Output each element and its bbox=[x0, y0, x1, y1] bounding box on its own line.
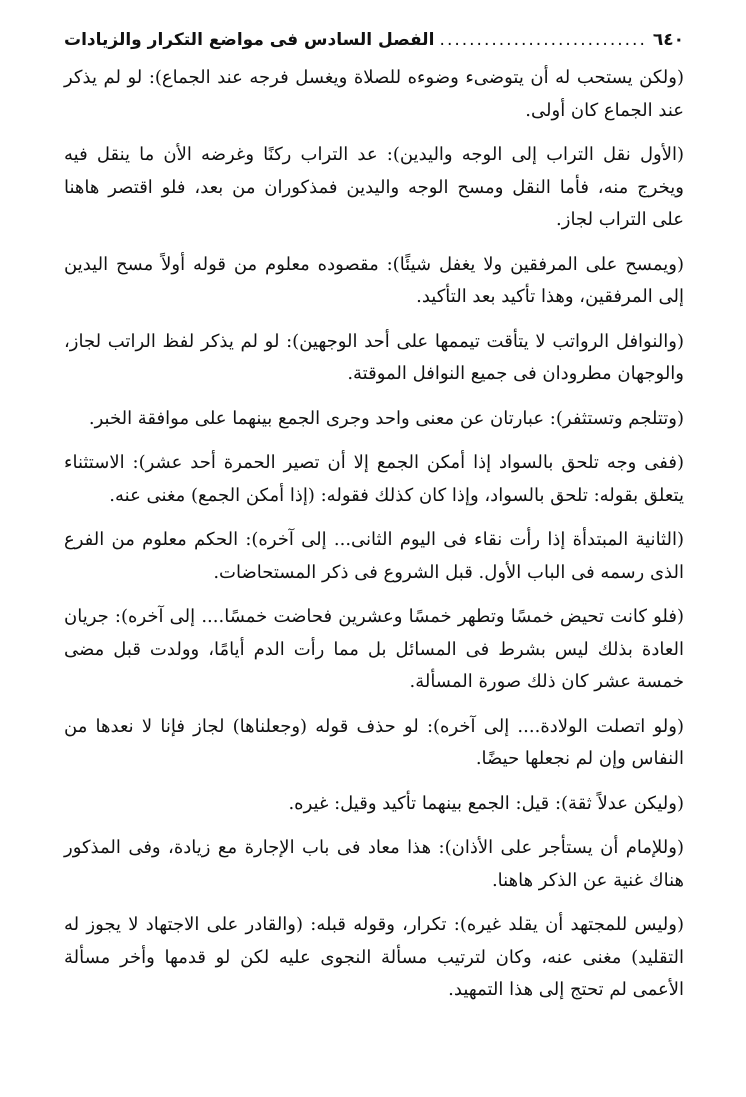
paragraph: (الثانية المبتدأة إذا رأت نقاء فى اليوم الثانى... إلى آخره): الحكم معلوم من الفرع الذى رسمه فى الباب الأول. قبل الشروع فى ذكر المستحاضات. bbox=[64, 529, 684, 583]
paragraph: (الأول نقل التراب إلى الوجه واليدين): عد التراب ركنًا وغرضه الأن ما ينقل فيه ويخرج منه، فأما النقل ومسح الوجه واليدين فمذكوران من بعد، فلو اقتصر هاهنا على التراب لجاز. bbox=[64, 144, 684, 230]
page-number: ٦٤٠ bbox=[652, 30, 684, 50]
paragraph: (ولكن يستحب له أن يتوضىء وضوءه للصلاة ويغسل فرجه عند الجماع): لو لم يذكر عند الجماع كان أولى. bbox=[64, 67, 684, 121]
paragraph: (ويمسح على المرفقين ولا يغفل شيئًا): مقصوده معلوم من قوله أولاً مسح اليدين إلى المرفقين، وهذا تأكيد بعد التأكيد. bbox=[64, 253, 684, 307]
paragraph: (فلو كانت تحيض خمسًا وتطهر خمسًا وعشرين فحاضت خمسًا.... إلى آخره): جريان العادة بذلك ليس بشرط فى المسائل بل مما رأت الدم أيامًا، وولدت قبل مضى خمسة عشر كان ذلك صورة المسألة. bbox=[64, 606, 684, 692]
paragraph: (وليس للمجتهد أن يقلد غيره): تكرار، وقوله قبله: (والقادر على الاجتهاد لا يجوز له التقليد) مغنى عنه، وكان لترتيب مسألة النجوى عليه لكن لو قدمها وأخر مسألة الأعمى لم تحتج إلى هذا التمهيد. bbox=[64, 914, 684, 1000]
page-body bbox=[64, 62, 684, 1007]
chapter-title: الفصل السادس فى مواضع التكرار والزيادات bbox=[64, 30, 435, 50]
paragraph: (وليكن عدلاً ثقة): قيل: الجمع بينهما تأكيد وقيل: غيره. bbox=[288, 792, 684, 814]
paragraph: (وللإمام أن يستأجر على الأذان): هذا معاد فى باب الإجارة مع زيادة، وفى المذكور هناك غنية عن الذكر هاهنا. bbox=[64, 837, 684, 891]
paragraph: (والنوافل الرواتب لا يتأقت تيممها على أحد الوجهين): لو لم يذكر لفظ الراتب لجاز، والوجهان مطرودان فى جميع النوافل الموقتة. bbox=[64, 330, 684, 384]
header-leader-dots bbox=[440, 30, 646, 50]
paragraph: (وتتلجم وتستثفر): عبارتان عن معنى واحد وجرى الجمع بينهما على موافقة الخبر. bbox=[88, 407, 684, 429]
paragraph: (ففى وجه تلحق بالسواد إذا أمكن الجمع إلا أن تصير الحمرة أحد عشر): الاستثناء يتعلق بقوله: تلحق بالسواد، وإذا كان كذلك فقوله: (إذا أمكن الجمع) مغنى عنه. bbox=[64, 452, 684, 506]
paragraph: (ولو اتصلت الولادة.... إلى آخره): لو حذف قوله (وجعلناها) لجاز فإنا لا نعدها من النفاس وإن لم نجعلها حيضًا. bbox=[64, 715, 684, 769]
page-header bbox=[64, 30, 684, 60]
